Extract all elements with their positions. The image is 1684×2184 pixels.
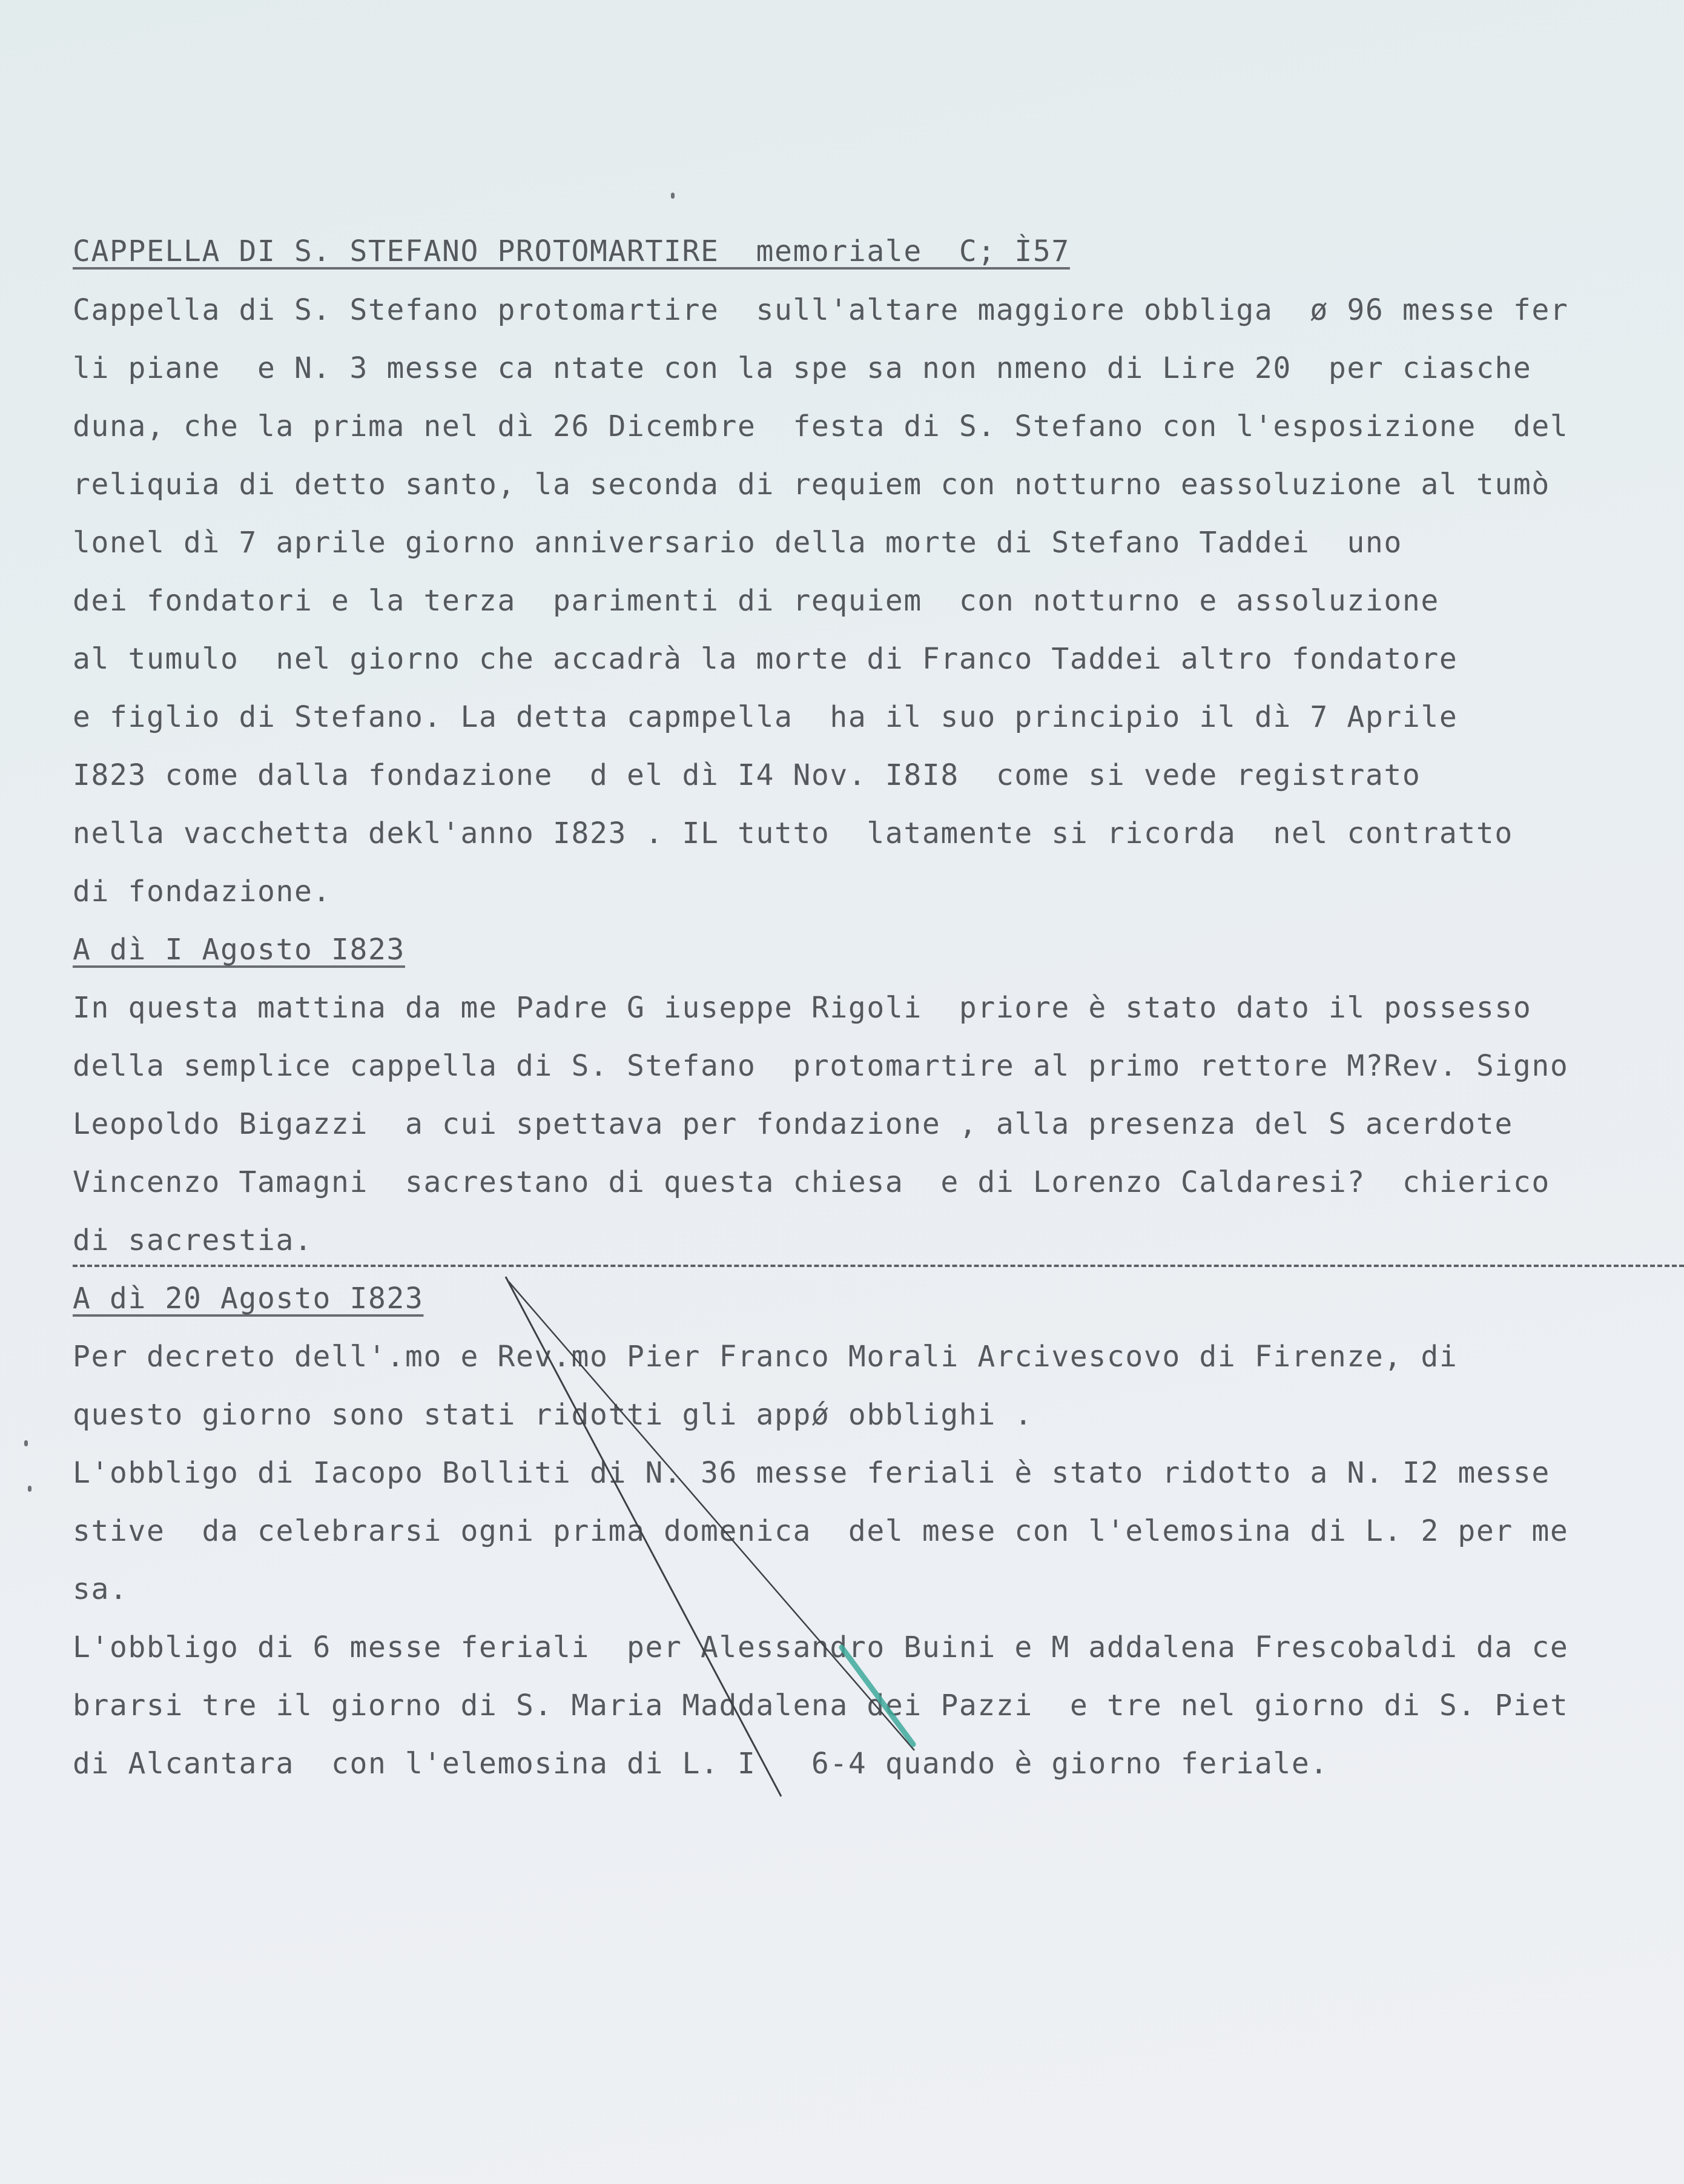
document-title: CAPPELLA DI S. STEFANO PROTOMARTIRE memoriale C; Ì57 — [73, 234, 1070, 268]
paragraph-line: di fondazione. — [73, 875, 331, 908]
entry-line: questo giorno sono stati ridotti gli appǿ obblighi . — [73, 1398, 1033, 1432]
margin-speck — [24, 1440, 28, 1446]
paragraph-line: lonel dì 7 aprile giorno anniversario della morte di Stefano Taddei uno — [73, 526, 1402, 560]
entry-line: sa. — [73, 1572, 128, 1606]
entry-line: Per decreto dell'.mo e Rev.mo Pier Franco Morali Arcivescovo di Firenze, di — [73, 1340, 1458, 1374]
paragraph-line: Cappella di S. Stefano protomartire sull'altare maggiore obbliga ø 96 messe fer — [73, 293, 1569, 327]
margin-speck — [671, 193, 675, 199]
paragraph-line: dei fondatori e la terza parimenti di requiem con notturno e assoluzione — [73, 584, 1439, 618]
entry-line: brarsi tre il giorno di S. Maria Maddalena dei Pazzi e tre nel giorno di S. Piet — [73, 1689, 1569, 1722]
entry-date: A dì I Agosto I823 — [73, 933, 405, 967]
entry-line: Vincenzo Tamagni sacrestano di questa chiesa e di Lorenzo Caldaresi? chierico — [73, 1165, 1550, 1199]
entry-line: di Alcantara con l'elemosina di L. I 6-4 quando è giorno feriale. — [73, 1747, 1329, 1781]
entry-line: di sacrestia. — [73, 1223, 313, 1257]
section-divider — [73, 1265, 1684, 1267]
paragraph-line: I823 come dalla fondazione d el dì I4 Nov. I8I8 come si vede registrato — [73, 758, 1421, 792]
paragraph-line: reliquia di detto santo, la seconda di requiem con notturno eassoluzione al tumò — [73, 468, 1550, 501]
entry-line: In questa mattina da me Padre G iuseppe Rigoli priore è stato dato il possesso — [73, 991, 1532, 1025]
entry-line: Leopoldo Bigazzi a cui spettava per fondazione , alla presenza del S acerdote — [73, 1107, 1513, 1141]
entry-date: A dì 20 Agosto I823 — [73, 1282, 424, 1315]
entry-line: della semplice cappella di S. Stefano protomartire al primo rettore M?Rev. Signo — [73, 1049, 1569, 1083]
paragraph-line: nella vacchetta dekl'anno I823 . IL tutto latamente si ricorda nel contratto — [73, 816, 1513, 850]
entry-line: L'obbligo di 6 messe feriali per Alessandro Buini e M addalena Frescobaldi da ce — [73, 1630, 1569, 1664]
paragraph-line: duna, che la prima nel dì 26 Dicembre festa di S. Stefano con l'esposizione del — [73, 409, 1569, 443]
margin-speck — [28, 1486, 31, 1492]
paragraph-line: e figlio di Stefano. La detta capmpella ha il suo principio il dì 7 Aprile — [73, 700, 1458, 734]
paragraph-line: li piane e N. 3 messe ca ntate con la spe sa non nmeno di Lire 20 per ciasche — [73, 351, 1532, 385]
paragraph-line: al tumulo nel giorno che accadrà la morte di Franco Taddei altro fondatore — [73, 642, 1458, 676]
entry-line: L'obbligo di Iacopo Bolliti di N. 36 messe feriali è stato ridotto a N. I2 messe — [73, 1456, 1550, 1490]
entry-line: stive da celebrarsi ogni prima domenica del mese con l'elemosina di L. 2 per me — [73, 1514, 1569, 1548]
